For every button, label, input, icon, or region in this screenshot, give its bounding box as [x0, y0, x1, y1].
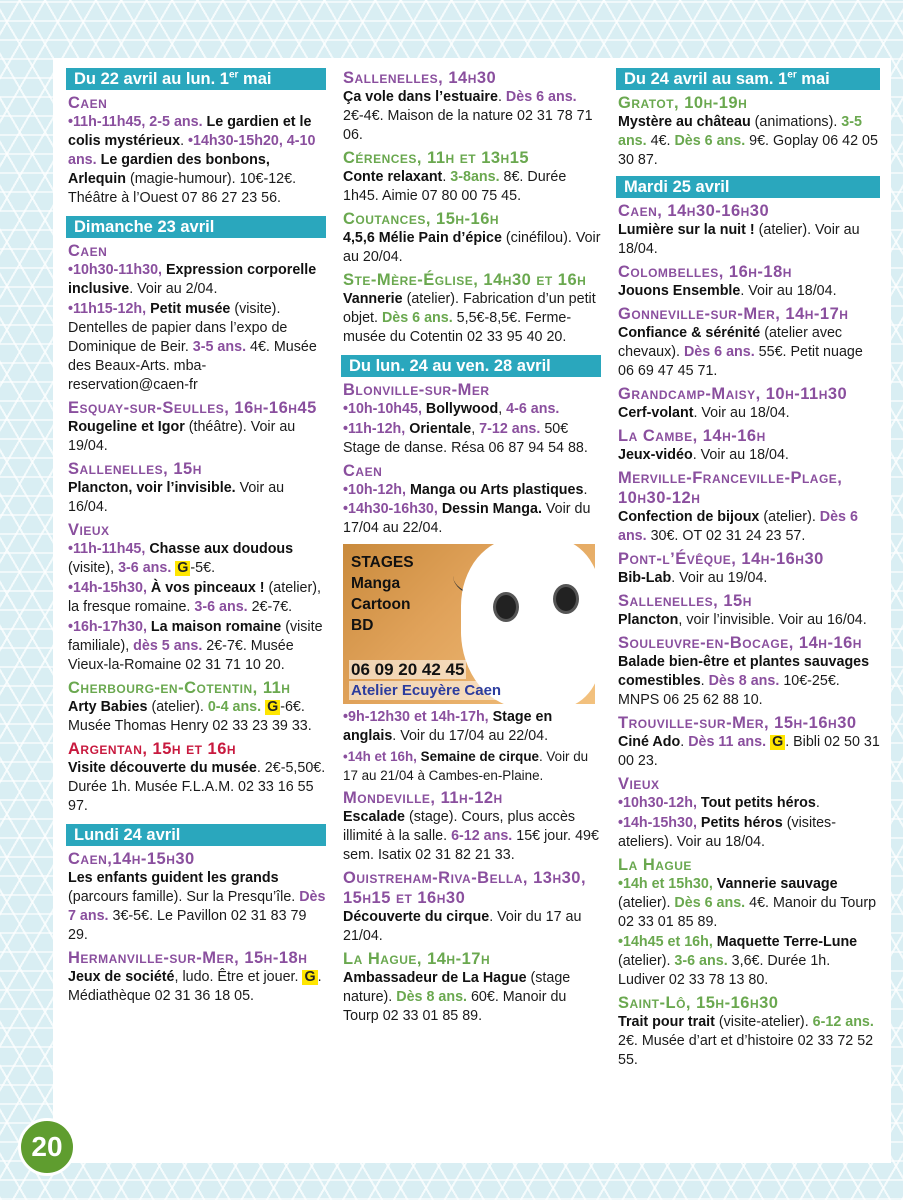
event-entry: •10h30-12h, Tout petits héros. [618, 795, 820, 811]
event-entry: •14h-15h30, Petits héros (visites-ateliers). Voir au 18/04. [618, 815, 836, 850]
date-header: Lundi 24 avril [66, 824, 326, 846]
event-entry: Lumière sur la nuit ! (atelier). Voir au 18/04. [618, 222, 860, 257]
town-heading: Sallenelles, 15h [618, 592, 752, 610]
event-entry: •10h-10h45, Bollywood, 4-6 ans. [343, 401, 560, 417]
town-heading: La Cambe, 14h-16h [618, 427, 766, 445]
event-entry: Cerf-volant. Voir au 18/04. [618, 405, 790, 421]
town-heading: Esquay-sur-Seulles, 16h-16h45 [68, 399, 317, 417]
free-badge: G [304, 969, 316, 985]
free-badge: G [267, 699, 279, 715]
town-heading: La Hague [618, 856, 692, 874]
free-badge: G [772, 734, 784, 750]
event-entry: •9h-12h30 et 14h-17h, Stage en anglais. Voir du 17/04 au 22/04. [343, 709, 553, 744]
town-heading: Cérences, 11h et 13h15 [343, 149, 530, 167]
town-heading: Gratot, 10h-19h [618, 94, 748, 112]
town-heading: Sallenelles, 15h [68, 460, 202, 478]
event-entry: Rougeline et Igor (théâtre). Voir au 19/04. [68, 419, 296, 454]
town-heading: Vieux [68, 521, 110, 539]
town-heading: Coutances, 15h-16h [343, 210, 500, 228]
town-heading: Hermanville-sur-Mer, 15h-18h [68, 949, 308, 967]
event-entry: Ambassadeur de La Hague (stage nature). Dès 8 ans. 60€. Manoir du Tourp 02 33 01 85 89. [343, 970, 571, 1024]
date-header: Du 22 avril au lun. 1er mai [66, 68, 326, 90]
town-heading: Cherbourg-en-Cotentin, 11h [68, 679, 291, 697]
page-number-badge: 20 [18, 1118, 76, 1176]
manga-eye-illustration [493, 592, 519, 622]
event-entry: •11h-12h, Orientale, 7-12 ans. 50€ Stage de danse. Résa 06 87 94 54 88. [343, 421, 588, 456]
event-entry: Jeux-vidéo. Voir au 18/04. [618, 447, 789, 463]
event-entry: •11h15-12h, Petit musée (visite). Dentelles de papier dans l’expo de Dominique de Beir. 3-5 ans. 4€. Musée des Beaux-Arts. mba-reservation@caen-fr [68, 301, 317, 393]
event-entry: Confiance & sérénité (atelier avec chevaux). Dès 6 ans. 55€. Petit nuage 06 69 47 45 71. [618, 325, 863, 379]
town-heading: Grandcamp-Maisy, 10h-11h30 [618, 385, 848, 403]
event-entry: Découverte du cirque. Voir du 17 au 21/04. [343, 909, 582, 944]
event-entry: •11h-11h45, 2-5 ans. Le gardien et le colis mystérieux. •14h30-15h20, 4-10 ans. Le gardien des bonbons, Arlequin (magie-humour). 10€-12€. Théâtre à l’Ouest 07 86 27 23 56. [68, 114, 316, 206]
advert-phone: 06 09 20 42 45 [351, 660, 465, 679]
town-heading: Ste-Mère-Église, 14h30 et 16h [343, 271, 587, 289]
event-entry: •14h et 16h, Semaine de cirque. Voir du 17 au 21/04 à Cambes-en-Plaine. [343, 749, 589, 783]
town-heading: Mondeville, 11h-12h [343, 789, 503, 807]
town-heading: Caen [68, 94, 108, 112]
town-heading: Merville-Franceville-Plage, 10h30-12h [618, 469, 843, 507]
town-heading: Argentan, 15h et 16h [68, 740, 237, 758]
column-1 [68, 68, 326, 1007]
event-entry: •10h-12h, Manga ou Arts plastiques. •14h30-16h30, Dessin Manga. Voir du 17/04 au 22/04. [343, 482, 591, 536]
town-heading: Souleuvre-en-Bocage, 14h-16h [618, 634, 862, 652]
event-entry: Arty Babies (atelier). 0-4 ans. G -6€. Musée Thomas Henry 02 33 23 39 33. [68, 699, 312, 734]
event-entry: Ça vole dans l’estuaire. Dès 6 ans. 2€-4€. Maison de la nature 02 31 78 71 06. [343, 89, 593, 143]
town-heading: Ouistreham-Riva-Bella, 13h30, 15h15 et 16h30 [343, 869, 587, 907]
town-heading: Sallenelles, 14h30 [343, 69, 497, 87]
date-header: Du lun. 24 au ven. 28 avril [341, 355, 601, 377]
event-entry: •14h-15h30, À vos pinceaux ! (atelier), la fresque romaine. 3-6 ans. 2€-7€. [68, 580, 321, 615]
date-header: Du 24 avril au sam. 1er mai [616, 68, 880, 90]
town-heading: Colombelles, 16h-18h [618, 263, 792, 281]
town-heading: Caen, 14h30-16h30 [618, 202, 770, 220]
event-entry: Bib-Lab. Voir au 19/04. [618, 570, 768, 586]
town-heading: Trouville-sur-Mer, 15h-16h30 [618, 714, 857, 732]
event-entry: Ciné Ado. Dès 11 ans. G . Bibli 02 50 31 00 23. [618, 734, 880, 769]
event-entry: Les enfants guident les grands (parcours famille). Sur la Presqu’île. Dès 7 ans. 3€-5€. Le Pavillon 02 31 83 79 29. [68, 870, 326, 943]
column-2 [343, 68, 601, 1027]
event-entry: •14h45 et 16h, Maquette Terre-Lune (atelier). 3-6 ans. 3,6€. Durée 1h. Ludiver 02 33 78 13 80. [618, 934, 858, 988]
event-entry: Vannerie (atelier). Fabrication d’un petit objet. Dès 6 ans. 5,5€-8,5€. Ferme-musée du Cotentin 02 33 95 40 20. [343, 291, 596, 345]
town-heading: Pont-l’Évêque, 14h-16h30 [618, 550, 824, 568]
event-entry: •16h-17h30, La maison romaine (visite familiale), dès 5 ans. 2€-7€. Musée Vieux-la-Romaine 02 31 71 10 20. [68, 619, 323, 673]
town-heading: Caen,14h-15h30 [68, 850, 195, 868]
event-entry: Visite découverte du musée. 2€-5,50€. Durée 1h. Musée F.L.A.M. 02 33 16 55 97. [68, 760, 326, 814]
event-entry: •11h-11h45, Chasse aux doudous (visite), 3-6 ans. G -5€. [68, 541, 294, 576]
advert-text: STAGES Manga Cartoon BD [351, 554, 414, 634]
advert-location: Atelier Ecuyère Caen [351, 682, 502, 699]
event-entry: Plancton, voir l’invisible. Voir au 16/04. [618, 612, 867, 628]
town-heading: Vieux [618, 775, 660, 793]
manga-eye-illustration [553, 584, 579, 614]
event-entry: Plancton, voir l’invisible. Voir au 16/04. [68, 480, 285, 515]
event-entry: Balade bien-être et plantes sauvages comestibles. Dès 8 ans. 10€-25€. MNPS 06 25 62 88 10. [618, 654, 870, 708]
town-heading: Gonneville-sur-Mer, 14h-17h [618, 305, 849, 323]
event-entry: 4,5,6 Mélie Pain d’épice (cinéfilou). Voir au 20/04. [343, 230, 601, 265]
event-entry: •10h30-11h30, Expression corporelle inclusive. Voir au 2/04. [68, 262, 317, 297]
town-heading: Blonville-sur-Mer [343, 381, 490, 399]
event-entry: Mystère au château (animations). 3-5 ans. 4€. Dès 6 ans. 9€. Goplay 06 42 05 30 87. [618, 114, 878, 168]
event-entry: Confection de bijoux (atelier). Dès 6 ans. 30€. OT 02 31 24 23 57. [618, 509, 858, 544]
event-entry: Escalade (stage). Cours, plus accès illimité à la salle. 6-12 ans. 15€ jour. 49€ sem. Isatix 02 31 82 21 33. [343, 809, 599, 863]
free-badge: G [177, 560, 189, 576]
event-entry: •14h et 15h30, Vannerie sauvage (atelier). Dès 6 ans. 4€. Manoir du Tourp 02 33 01 85 89. [618, 876, 877, 930]
column-3 [618, 68, 880, 1071]
manga-face-illustration [461, 544, 595, 704]
town-heading: Caen [343, 462, 383, 480]
manga-stage-advert [343, 544, 595, 704]
town-heading: La Hague, 14h-17h [343, 950, 491, 968]
town-heading: Caen [68, 242, 108, 260]
town-heading: Saint-Lô, 15h-16h30 [618, 994, 779, 1012]
event-entry: Jeux de société, ludo. Être et jouer. G . Médiathèque 02 31 36 18 05. [68, 969, 322, 1004]
event-entry: Conte relaxant. 3-8ans. 8€. Durée 1h45. Aimie 07 80 00 75 45. [343, 169, 567, 204]
date-header: Mardi 25 avril [616, 176, 880, 198]
event-entry: Jouons Ensemble. Voir au 18/04. [618, 283, 837, 299]
date-header: Dimanche 23 avril [66, 216, 326, 238]
agenda-page [53, 58, 891, 1163]
event-entry: Trait pour trait (visite-atelier). 6-12 ans. 2€. Musée d’art et d’histoire 02 33 72 52 55. [618, 1014, 874, 1068]
